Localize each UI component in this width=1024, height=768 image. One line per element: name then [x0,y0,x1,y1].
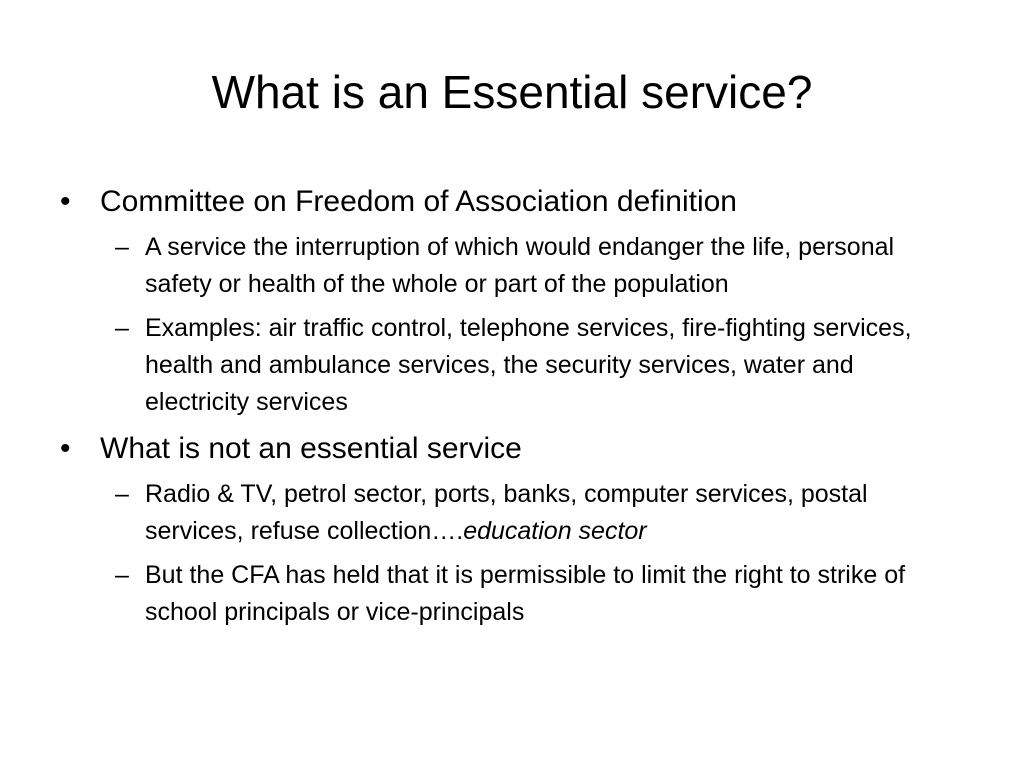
sub-point [60,557,960,631]
sub-point [60,476,960,550]
slide-title: What is an Essential service? [211,66,813,118]
bullet-text: Committee on Freedom of Association definition [100,185,737,218]
sub-point-text: Radio & TV, petrol sector, ports, banks, computer services, postal services, refuse collection…. [145,480,868,545]
bullet-point [60,182,960,222]
sub-point [60,229,960,303]
sub-point [60,310,960,421]
dash-icon: – [115,480,129,508]
dash-icon: – [115,561,129,589]
dash-icon: – [115,233,129,261]
bullet-point [60,429,960,469]
sub-point-text: But the CFA has held that it is permissible to limit the right to strike of school principals or vice-principals [145,561,906,626]
dash-icon: – [115,314,129,342]
sub-point-list [60,476,960,631]
slide-body [60,182,960,631]
bullet-icon: • [60,432,71,465]
sub-point-text: Examples: air traffic control, telephone services, fire-fighting services, health and ambulance services, the security services, water and electricity services [145,314,912,416]
sub-point-text: A service the interruption of which would endanger the life, personal safety or health of the whole or part of the population [145,233,895,298]
sub-point-list [60,229,960,421]
bullet-text: What is not an essential service [100,432,522,465]
bullet-icon: • [60,185,71,218]
sub-point-emphasis: education sector [463,517,647,545]
